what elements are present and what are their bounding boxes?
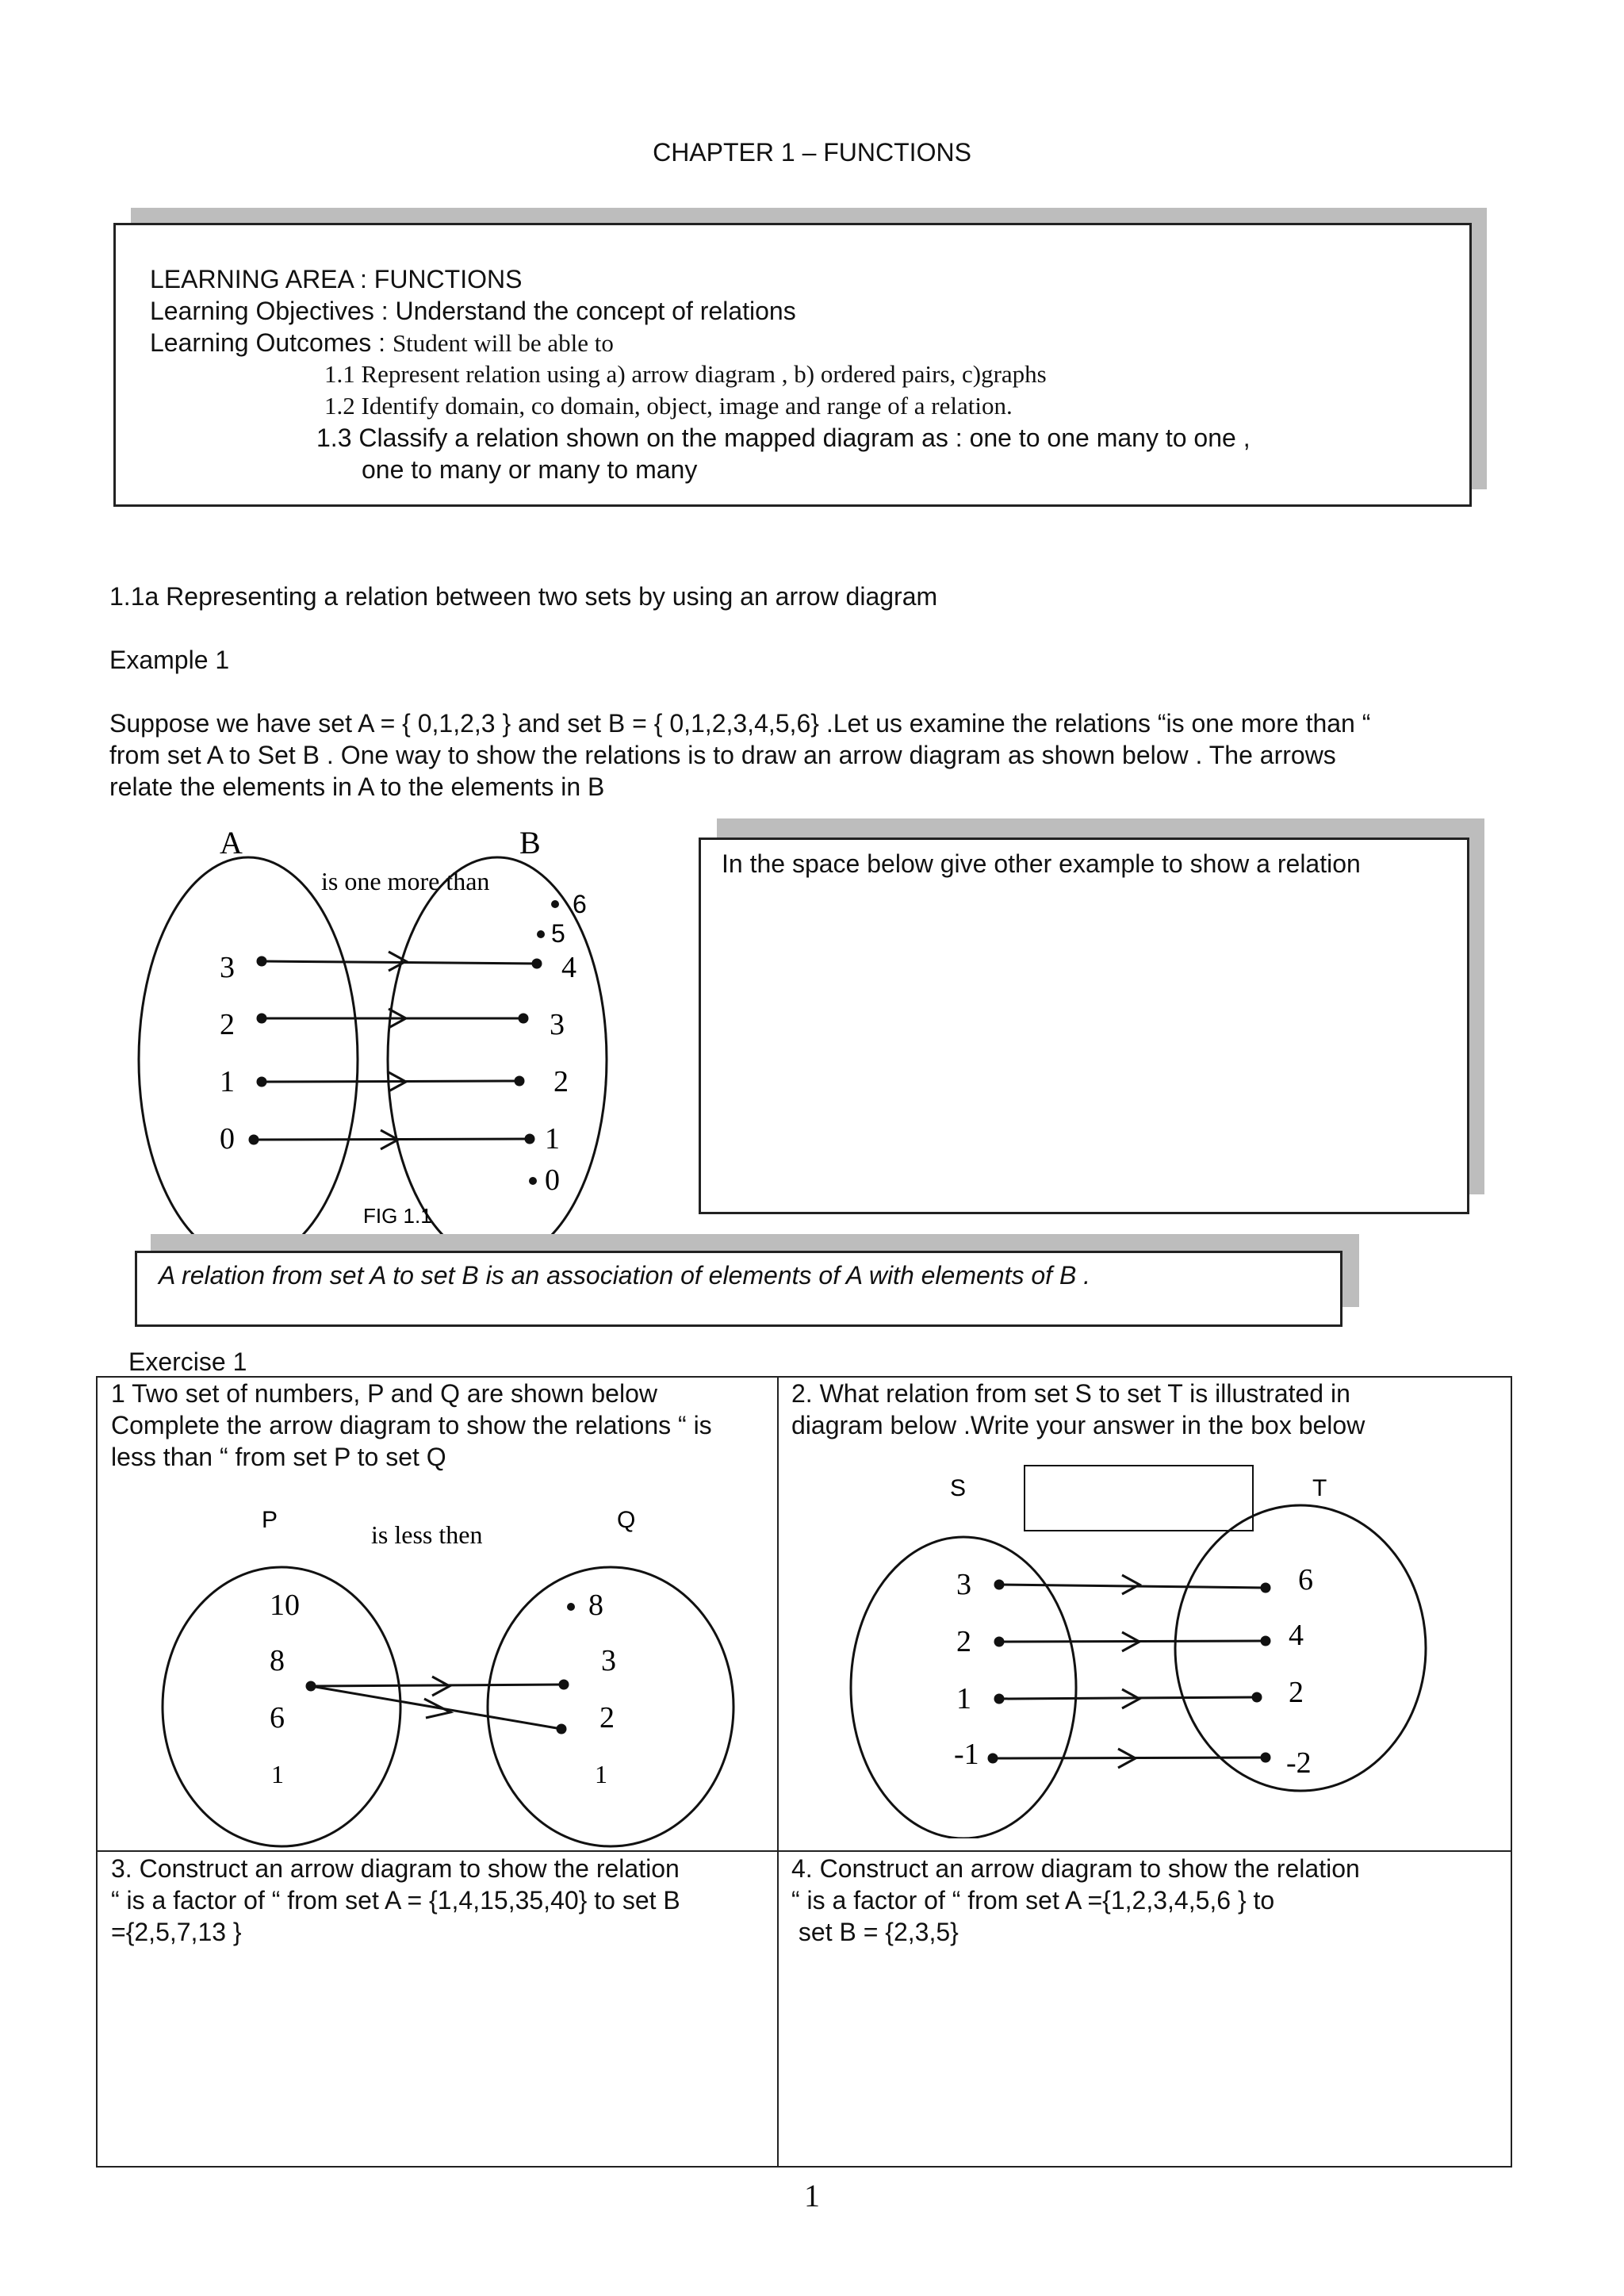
set-q-element: 3 [601, 1644, 616, 1677]
set-t-label: T [1312, 1475, 1327, 1501]
mapping-arrow [999, 1641, 1266, 1642]
set-q-element: 2 [599, 1701, 615, 1734]
mapping-arrow [993, 1757, 1266, 1758]
mapping-arrow [311, 1685, 564, 1686]
example-text-line-1: Suppose we have set A = { 0,1,2,3 } and set B = { 0,1,2,3,4,5,6} .Let us examine the relations “is one more than “ [109, 709, 1371, 738]
relation-label: is one more than [321, 867, 490, 895]
set-a-oval [139, 857, 358, 1245]
q3-text-line-1: 3. Construct an arrow diagram to show the relation [111, 1854, 680, 1883]
element-dot [1262, 1584, 1270, 1592]
outcome-1-3-cont: one to many or many to many [362, 455, 698, 484]
set-b-element: 5 [551, 919, 565, 948]
element-dot [526, 1135, 534, 1143]
grid-divider-horizontal [96, 1850, 1512, 1852]
element-dot [533, 960, 541, 968]
chapter-title: CHAPTER 1 – FUNCTIONS [653, 138, 971, 167]
set-s-element: 2 [956, 1625, 971, 1658]
set-p-element: 8 [270, 1644, 285, 1677]
set-t-element: 2 [1289, 1676, 1304, 1709]
space-box[interactable] [699, 838, 1469, 1214]
learning-objectives: Learning Objectives : Understand the concept of relations [150, 297, 796, 325]
example-text-line-2: from set A to Set B . One way to show the relations is to draw an arrow diagram as shown below . The arrows [109, 741, 1336, 769]
element-dot [567, 1603, 575, 1611]
set-t-element: 6 [1298, 1563, 1313, 1596]
set-b-element: 0 [545, 1163, 560, 1197]
exercise-title: Exercise 1 [128, 1347, 247, 1376]
definition-text: A relation from set A to set B is an association of elements of A with elements of B . [159, 1261, 1091, 1290]
element-dot [529, 1177, 537, 1185]
page-number: 1 [804, 2178, 820, 2214]
q2-text-line-2: diagram below .Write your answer in the box below [791, 1411, 1365, 1439]
q3-text-line-3: ={2,5,7,13 } [111, 1918, 242, 1946]
q1-arrow-diagram [159, 1499, 745, 1848]
mapping-arrow [999, 1697, 1257, 1699]
q1-text-line-1: 1 Two set of numbers, P and Q are shown below [111, 1379, 657, 1408]
set-b-element: 6 [573, 890, 587, 918]
element-dot [1262, 1754, 1270, 1761]
set-s-element: 1 [956, 1682, 971, 1715]
q3-answer-area[interactable] [98, 1951, 774, 2165]
set-b-element: 4 [561, 951, 576, 984]
set-b-element: 1 [545, 1122, 560, 1156]
mapping-arrow [262, 1081, 519, 1082]
set-t-element: -2 [1286, 1746, 1312, 1780]
grid-divider-vertical [777, 1376, 779, 2168]
element-dot [551, 900, 559, 908]
example-label: Example 1 [109, 646, 230, 674]
definition-box [135, 1251, 1342, 1327]
set-a-element: 0 [220, 1122, 235, 1156]
learning-outcomes [150, 327, 614, 359]
q2-text-line-1: 2. What relation from set S to set T is illustrated in [791, 1379, 1350, 1408]
q1-text-line-3: less than “ from set P to set Q [111, 1443, 446, 1471]
set-b-element: 3 [550, 1008, 565, 1041]
fig-1-1-arrow-diagram [103, 825, 706, 1245]
set-a-element: 2 [220, 1008, 235, 1041]
set-t-element: 4 [1289, 1619, 1304, 1652]
element-dot [560, 1681, 568, 1688]
set-q-element: 1 [595, 1760, 607, 1788]
outcome-1-2: 1.2 Identify domain, co domain, object, image and range of a relation. [324, 392, 1013, 420]
q4-text-line-1: 4. Construct an arrow diagram to show the relation [791, 1854, 1360, 1883]
set-q-label: Q [617, 1507, 636, 1533]
q1-relation-label: is less then [371, 1520, 483, 1549]
q4-answer-area[interactable] [781, 1951, 1509, 2165]
set-b-element: 2 [553, 1065, 569, 1098]
element-dot [557, 1725, 565, 1733]
q3-text-line-2: “ is a factor of “ from set A = {1,4,15,35,40} to set B [111, 1886, 680, 1915]
set-a-element: 3 [220, 951, 235, 984]
set-a-label: A [220, 825, 243, 861]
q2-arrow-diagram [841, 1458, 1443, 1838]
element-dot [1262, 1637, 1270, 1645]
outcomes-label: Learning Outcomes : [150, 328, 393, 357]
set-a-element: 1 [220, 1065, 235, 1098]
outcome-1-3: 1.3 Classify a relation shown on the mapped diagram as : one to one many to one , [316, 424, 1251, 452]
set-q-element: 8 [588, 1589, 603, 1622]
section-heading: 1.1a Representing a relation between two sets by using an arrow diagram [109, 582, 938, 611]
set-p-element: 10 [270, 1589, 300, 1622]
element-dot [537, 930, 545, 938]
outcomes-intro: Student will be able to [392, 329, 614, 357]
figure-caption: FIG 1.1 [363, 1204, 432, 1228]
element-dot [519, 1014, 527, 1022]
set-s-element: 3 [956, 1568, 971, 1601]
mapping-arrow [254, 1139, 530, 1140]
example-text-line-3: relate the elements in A to the elements in B [109, 772, 605, 801]
set-b-label: B [519, 825, 541, 861]
space-box-prompt: In the space below give other example to show a relation [722, 849, 1361, 878]
set-p-element: 1 [271, 1760, 284, 1788]
mapping-arrow [262, 961, 537, 964]
objectives-box [113, 223, 1472, 507]
set-p-element: 6 [270, 1701, 285, 1734]
set-s-element: -1 [954, 1738, 979, 1771]
arrow-head [1122, 1575, 1139, 1594]
q2-answer-box[interactable] [1025, 1466, 1253, 1531]
set-s-label: S [950, 1475, 967, 1501]
q4-text-line-3: set B = {2,3,5} [791, 1918, 959, 1946]
element-dot [515, 1077, 523, 1085]
outcome-1-1: 1.1 Represent relation using a) arrow diagram , b) ordered pairs, c)graphs [324, 360, 1047, 388]
element-dot [1253, 1693, 1261, 1701]
q4-text-line-2: “ is a factor of “ from set A ={1,2,3,4,5,6 } to [791, 1886, 1275, 1915]
q1-text-line-2: Complete the arrow diagram to show the relations “ is [111, 1411, 712, 1439]
set-p-label: P [262, 1507, 278, 1533]
learning-area: LEARNING AREA : FUNCTIONS [150, 265, 523, 293]
